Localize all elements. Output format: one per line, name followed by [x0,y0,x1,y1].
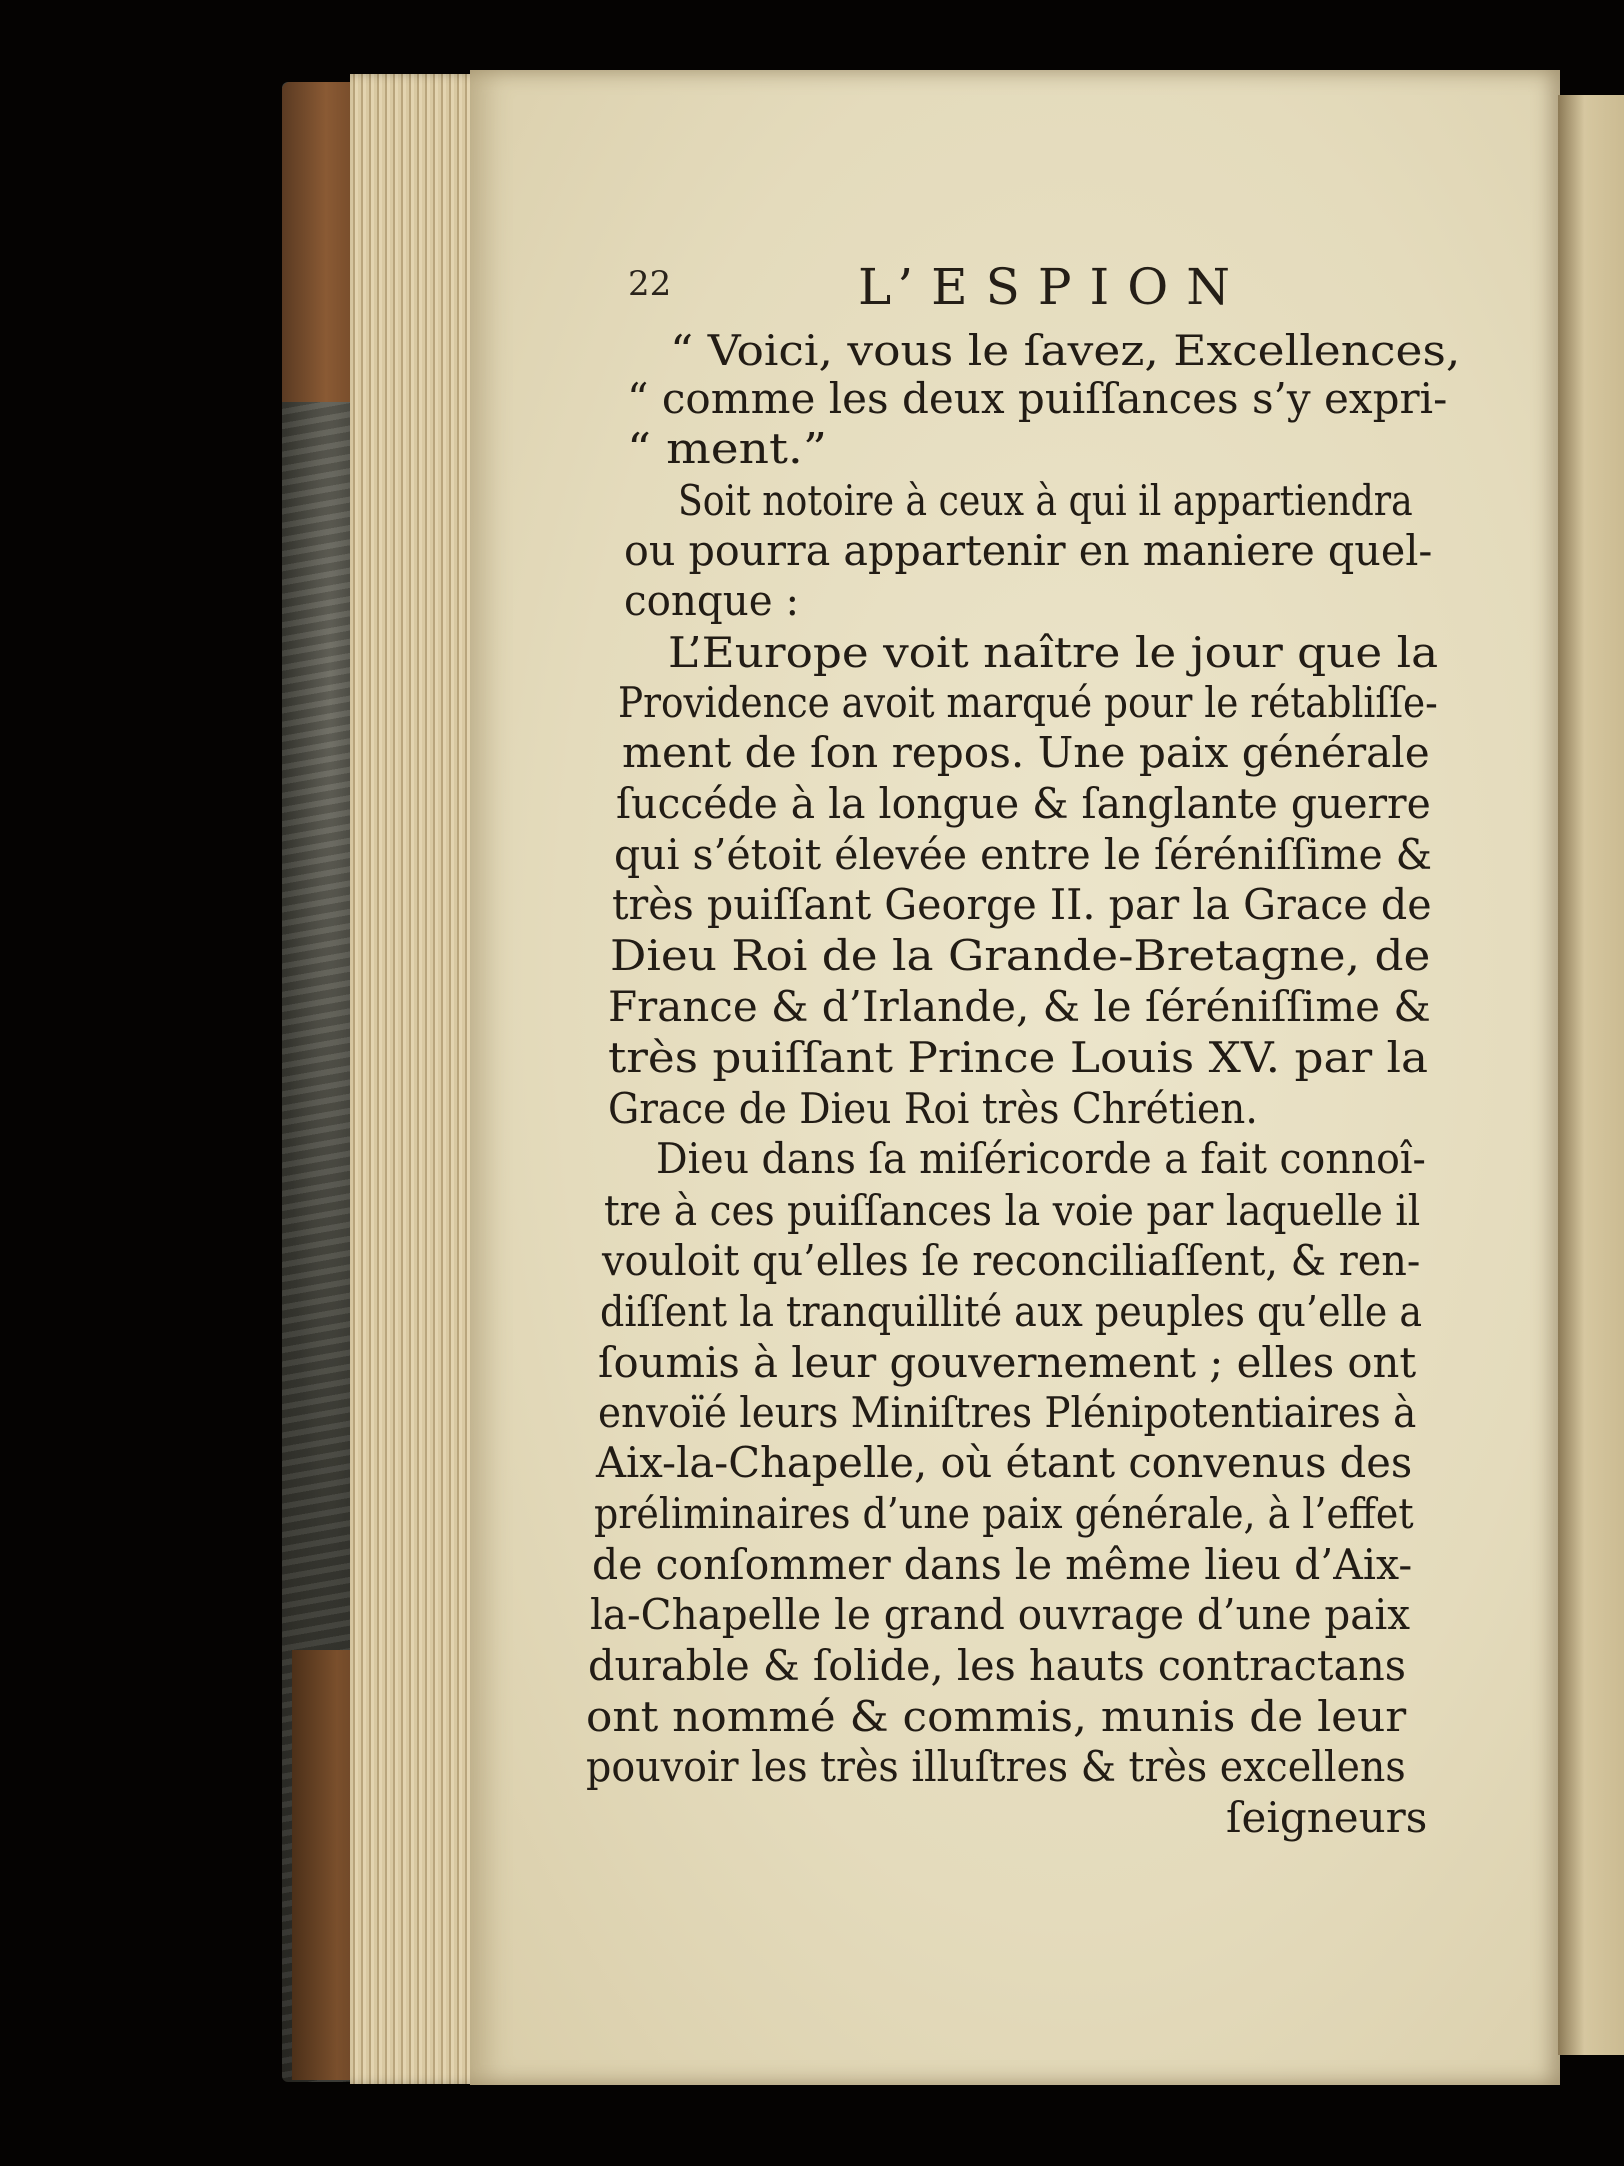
text-line: vouloit qu’elles ſe reconciliaſſent, & ren- [602,1236,1421,1285]
text-line: ſuccéde à la longue & ſanglante guerre [616,779,1431,828]
text-line: France & d’Irlande, & le ſéréniſſime & [608,982,1431,1031]
text-line: “ ment.” [627,424,828,473]
text-line: Grace de Dieu Roi très Chrétien. [608,1084,1258,1133]
text-line: Aix-la-Chapelle, où étant convenus des [596,1438,1413,1487]
text-line: très puiſſant George II. par la Grace de [612,880,1432,929]
text-line: ment de ſon repos. Une paix générale [622,728,1430,777]
text-line: très puiſſant Prince Louis XV. par la [608,1033,1429,1082]
text-line: pouvoir les très illuſtres & très excellens [586,1742,1406,1791]
text-line: Providence avoit marqué pour le rétabliſſe- [618,678,1438,727]
running-title: L’ESPION [858,258,1248,316]
page-number: 22 [628,264,672,304]
text-line: “ comme les deux puiſſances s’y expri- [627,374,1448,423]
text-line: ou pourra appartenir en maniere quel- [624,526,1433,575]
text-line: durable & ſolide, les hauts contractans [588,1641,1407,1690]
text-line: conque : [624,576,800,625]
text-line: préliminaires d’une paix générale, à l’effet [594,1489,1414,1538]
text-line: ont nommé & commis, munis de leur [586,1692,1407,1741]
text-line: la-Chapelle le grand ouvrage d’une paix [590,1590,1411,1639]
text-line: Dieu dans ſa miſéricorde a fait connoî- [656,1134,1426,1183]
text-line: Soit notoire à ceux à qui il appartiendra [678,476,1413,525]
text-line: envoïé leurs Miniſtres Plénipotentiaires à [598,1388,1417,1437]
text-line: L’Europe voit naître le jour que la [668,628,1439,677]
text-line: de conſommer dans le même lieu d’Aix- [592,1540,1413,1589]
text-line: diſſent la tranquillité aux peuples qu’elle a [600,1287,1423,1336]
catchword: ſeigneurs [1226,1793,1428,1842]
text-line: ſoumis à leur gouvernement ; elles ont [598,1338,1417,1387]
text-line: Dieu Roi de la Grande-Bretagne, de [610,931,1431,980]
text-line: “ Voici, vous le ſavez, Excellences, [670,326,1461,375]
text-line: qui s’étoit élevée entre le ſéréniſſime & [614,830,1433,879]
text-line: tre à ces puiſſances la voie par laquelle il [604,1186,1421,1235]
